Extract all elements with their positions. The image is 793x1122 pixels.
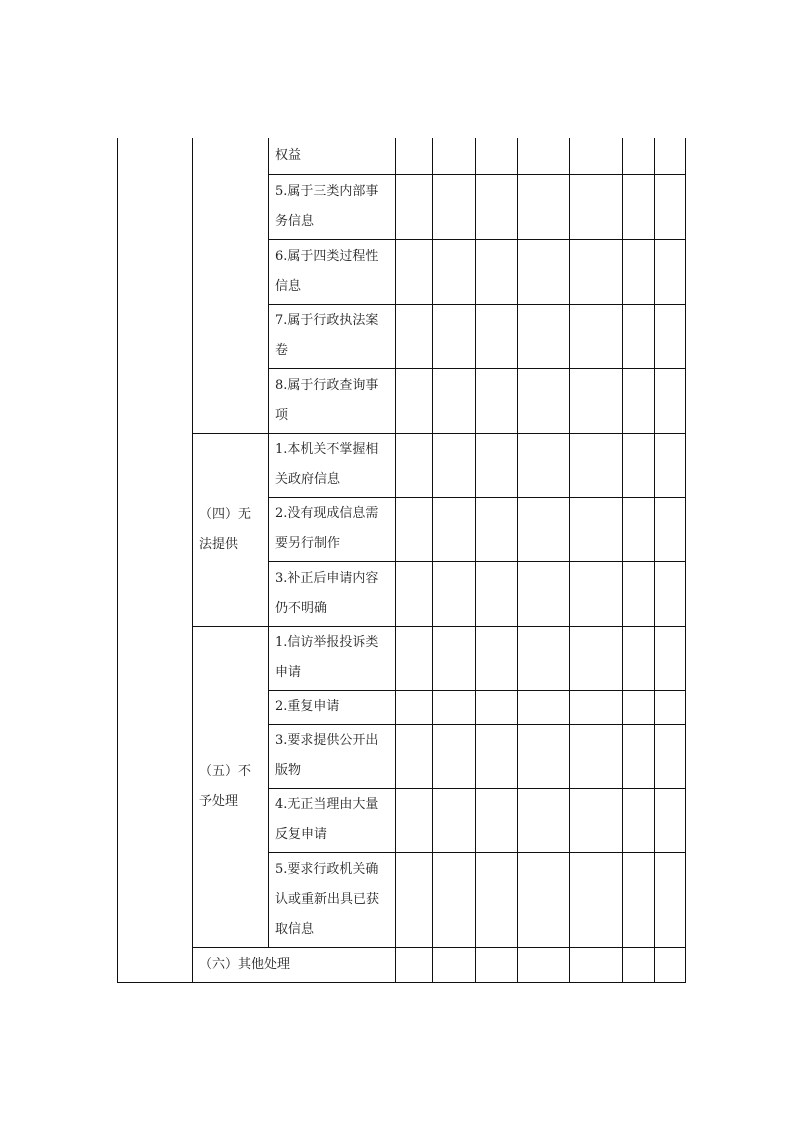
table-row <box>118 626 686 690</box>
value-cell <box>570 690 623 724</box>
value-cell <box>570 724 623 788</box>
value-cell <box>518 852 570 947</box>
value-cell <box>433 852 476 947</box>
value-cell <box>570 626 623 690</box>
value-cell <box>433 433 476 497</box>
value-cell <box>433 239 476 304</box>
value-cell <box>476 788 518 852</box>
item-label-cell <box>269 304 396 368</box>
item-label-cell <box>269 497 396 561</box>
value-cell <box>396 304 433 368</box>
item-label: 6.属于四类过程性信息 <box>275 248 379 294</box>
value-cell <box>623 174 655 239</box>
item-label-cell <box>269 138 396 174</box>
item-label: 7.属于行政执法案卷 <box>275 313 379 358</box>
item-label-cell <box>269 852 396 947</box>
disclosure-stats-table <box>117 138 686 983</box>
item-label-cell <box>269 690 396 724</box>
table-row <box>118 138 686 174</box>
value-cell <box>570 561 623 626</box>
value-cell <box>476 239 518 304</box>
value-cell <box>570 433 623 497</box>
value-cell <box>476 724 518 788</box>
value-cell <box>433 626 476 690</box>
value-cell <box>655 690 686 724</box>
item-label: 3.补正后申请内容仍不明确 <box>275 570 379 616</box>
value-cell <box>396 724 433 788</box>
value-cell <box>476 174 518 239</box>
value-cell <box>433 947 476 982</box>
value-cell <box>476 852 518 947</box>
value-cell <box>396 690 433 724</box>
group-label-cell <box>193 947 396 982</box>
value-cell <box>623 690 655 724</box>
value-cell <box>655 626 686 690</box>
value-cell <box>655 304 686 368</box>
value-cell <box>655 788 686 852</box>
value-cell <box>396 174 433 239</box>
value-cell <box>518 138 570 174</box>
value-cell <box>396 561 433 626</box>
item-label: 5.属于三类内部事务信息 <box>275 183 379 229</box>
item-label-cell <box>269 788 396 852</box>
value-cell <box>433 724 476 788</box>
value-cell <box>396 433 433 497</box>
value-cell <box>655 561 686 626</box>
value-cell <box>518 239 570 304</box>
value-cell <box>518 497 570 561</box>
value-cell <box>623 947 655 982</box>
value-cell <box>518 724 570 788</box>
value-cell <box>476 138 518 174</box>
value-cell <box>476 561 518 626</box>
value-cell <box>570 947 623 982</box>
value-cell <box>396 239 433 304</box>
value-cell <box>433 304 476 368</box>
value-cell <box>518 626 570 690</box>
item-label: 8.属于行政查询事项 <box>275 377 379 423</box>
value-cell <box>655 239 686 304</box>
value-cell <box>623 138 655 174</box>
group-label: （六）其他处理 <box>199 956 291 972</box>
value-cell <box>570 497 623 561</box>
value-cell <box>396 368 433 433</box>
value-cell <box>476 304 518 368</box>
value-cell <box>518 174 570 239</box>
value-cell <box>476 626 518 690</box>
table-row <box>118 947 686 982</box>
value-cell <box>518 561 570 626</box>
item-label-cell <box>269 433 396 497</box>
value-cell <box>623 304 655 368</box>
item-label-cell <box>269 174 396 239</box>
value-cell <box>476 368 518 433</box>
value-cell <box>655 138 686 174</box>
value-cell <box>476 947 518 982</box>
value-cell <box>396 626 433 690</box>
value-cell <box>476 433 518 497</box>
value-cell <box>623 433 655 497</box>
table-row <box>118 433 686 497</box>
value-cell <box>570 852 623 947</box>
value-cell <box>476 497 518 561</box>
category-cell <box>118 138 193 982</box>
value-cell <box>623 497 655 561</box>
item-label: 2.没有现成信息需要另行制作 <box>275 506 379 551</box>
item-label: 4.无正当理由大量反复申请 <box>275 797 379 842</box>
value-cell <box>655 497 686 561</box>
item-label: 权益 <box>275 147 302 163</box>
item-label-cell <box>269 626 396 690</box>
group-label-cell <box>193 433 269 626</box>
value-cell <box>433 138 476 174</box>
value-cell <box>623 239 655 304</box>
value-cell <box>433 174 476 239</box>
value-cell <box>433 497 476 561</box>
value-cell <box>623 788 655 852</box>
group-label-cell <box>193 626 269 947</box>
value-cell <box>570 368 623 433</box>
value-cell <box>655 174 686 239</box>
value-cell <box>655 724 686 788</box>
value-cell <box>396 947 433 982</box>
item-label: 2.重复申请 <box>275 699 340 714</box>
value-cell <box>570 788 623 852</box>
item-label: 1.信访举报投诉类申请 <box>275 635 379 680</box>
item-label: 5.要求行政机关确认或重新出具已获取信息 <box>275 861 380 937</box>
value-cell <box>518 433 570 497</box>
value-cell <box>623 852 655 947</box>
value-cell <box>623 368 655 433</box>
value-cell <box>518 304 570 368</box>
group-label: （五）不予处理 <box>199 763 252 809</box>
item-label: 3.要求提供公开出版物 <box>275 733 379 778</box>
value-cell <box>396 497 433 561</box>
value-cell <box>396 852 433 947</box>
value-cell <box>623 561 655 626</box>
value-cell <box>623 724 655 788</box>
value-cell <box>570 138 623 174</box>
value-cell <box>518 947 570 982</box>
group-label-cell <box>193 138 269 433</box>
value-cell <box>655 852 686 947</box>
item-label-cell <box>269 239 396 304</box>
value-cell <box>433 368 476 433</box>
value-cell <box>570 239 623 304</box>
value-cell <box>518 690 570 724</box>
value-cell <box>655 433 686 497</box>
value-cell <box>433 690 476 724</box>
value-cell <box>518 788 570 852</box>
value-cell <box>570 174 623 239</box>
value-cell <box>655 947 686 982</box>
group-label: （四）无法提供 <box>199 506 252 552</box>
value-cell <box>433 561 476 626</box>
value-cell <box>655 368 686 433</box>
item-label-cell <box>269 368 396 433</box>
value-cell <box>623 626 655 690</box>
value-cell <box>433 788 476 852</box>
item-label-cell <box>269 724 396 788</box>
value-cell <box>518 368 570 433</box>
item-label: 1.本机关不掌握相关政府信息 <box>275 442 379 487</box>
value-cell <box>396 788 433 852</box>
item-label-cell <box>269 561 396 626</box>
value-cell <box>396 138 433 174</box>
value-cell <box>570 304 623 368</box>
value-cell <box>476 690 518 724</box>
